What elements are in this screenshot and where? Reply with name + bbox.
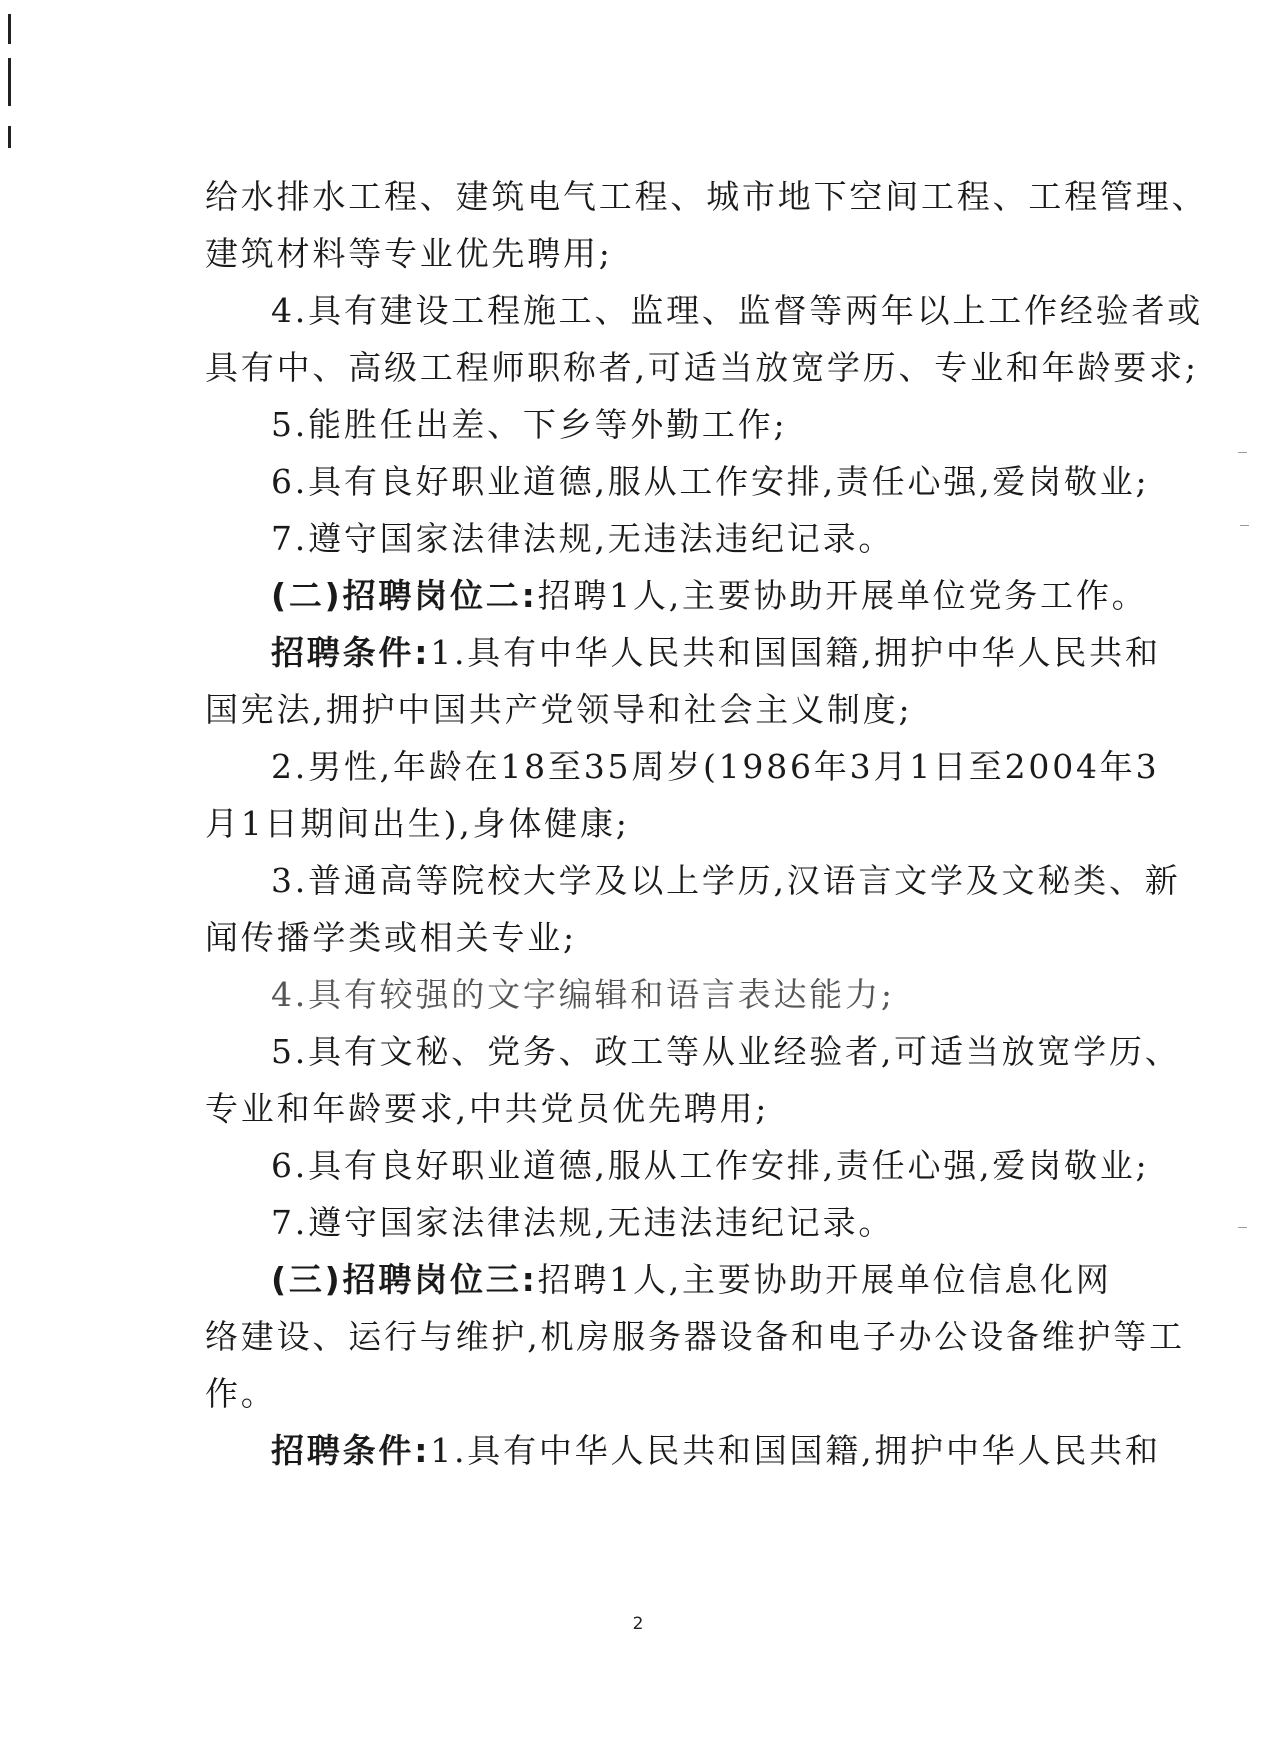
line-text: 闻传播学类或相关专业;: [205, 918, 577, 957]
line-text: 6.具有良好职业道德,服从工作安排,责任心强,爱岗敬业;: [271, 462, 1150, 501]
page-number: 2: [632, 1614, 644, 1634]
line-text: 4.具有建设工程施工、监理、监督等两年以上工作经验者或: [271, 291, 1204, 330]
text-line: [205, 168, 1208, 225]
line-text: 2.男性,年龄在18至35周岁(1986年3月1日至2004年3: [271, 747, 1160, 786]
scan-edge-mark: [8, 126, 11, 148]
list-item: [205, 1194, 1151, 1251]
line-text: 5.能胜任出差、下乡等外勤工作;: [271, 405, 788, 444]
section-heading: (三)招聘岗位三:: [271, 1260, 538, 1299]
section-heading: (二)招聘岗位二:: [271, 576, 538, 615]
line-text: 3.普通高等院校大学及以上学历,汉语言文学及文秘类、新: [271, 861, 1181, 900]
conditions-heading: 招聘条件:: [271, 633, 431, 672]
list-item: [205, 738, 1160, 795]
line-text: 1.具有中华人民共和国国籍,拥护中华人民共和: [430, 633, 1161, 672]
line-text: 招聘1人,主要协助开展单位信息化网: [537, 1260, 1112, 1299]
list-item: [205, 453, 1151, 510]
list-item: [205, 510, 1151, 567]
line-text: 招聘1人,主要协助开展单位党务工作。: [537, 576, 1148, 615]
list-item: [205, 1023, 1181, 1080]
text-line: [205, 1365, 1151, 1422]
body-text: [205, 168, 1208, 1479]
scan-edge-mark: [8, 58, 11, 106]
section-heading-line: [205, 567, 1151, 624]
list-item: [205, 852, 1181, 909]
line-text: 建筑材料等专业优先聘用;: [205, 234, 613, 273]
line-text: 1.具有中华人民共和国国籍,拥护中华人民共和: [430, 1431, 1161, 1470]
line-text: 国宪法,拥护中国共产党领导和社会主义制度;: [205, 690, 913, 729]
text-line: [205, 1308, 1185, 1365]
conditions-heading-line: [205, 624, 1161, 681]
text-line: [205, 681, 1151, 738]
line-text: 专业和年龄要求,中共党员优先聘用;: [205, 1089, 770, 1128]
line-text: 5.具有文秘、党务、政工等从业经验者,可适当放宽学历、: [271, 1032, 1181, 1071]
list-item: [205, 396, 1151, 453]
text-line: [205, 795, 1151, 852]
section-heading-line: [205, 1251, 1151, 1308]
text-line: [205, 1080, 1151, 1137]
text-line: [205, 339, 1199, 396]
line-text: 月1日期间出生),身体健康;: [205, 804, 630, 843]
list-item: [205, 282, 1204, 339]
line-text: 6.具有良好职业道德,服从工作安排,责任心强,爱岗敬业;: [271, 1146, 1150, 1185]
conditions-heading: 招聘条件:: [271, 1431, 431, 1470]
scan-speck: [1240, 525, 1249, 526]
text-line: [205, 909, 1151, 966]
text-line: [205, 225, 1151, 282]
list-item: [205, 966, 1151, 1023]
scan-speck: [1238, 452, 1247, 453]
line-text: 作。: [205, 1374, 277, 1413]
line-text: 4.具有较强的文字编辑和语言表达能力;: [271, 975, 895, 1014]
line-text: 络建设、运行与维护,机房服务器设备和电子办公设备维护等工: [205, 1317, 1185, 1356]
conditions-heading-line: [205, 1422, 1161, 1479]
line-text: 7.遵守国家法律法规,无违法违纪记录。: [271, 519, 895, 558]
line-text: 7.遵守国家法律法规,无违法违纪记录。: [271, 1203, 895, 1242]
line-text: 具有中、高级工程师职称者,可适当放宽学历、专业和年龄要求;: [205, 348, 1199, 387]
scan-speck: [1238, 1227, 1247, 1228]
list-item: [205, 1137, 1151, 1194]
scan-edge-mark: [8, 14, 11, 44]
line-text: 给水排水工程、建筑电气工程、城市地下空间工程、工程管理、: [205, 177, 1208, 216]
